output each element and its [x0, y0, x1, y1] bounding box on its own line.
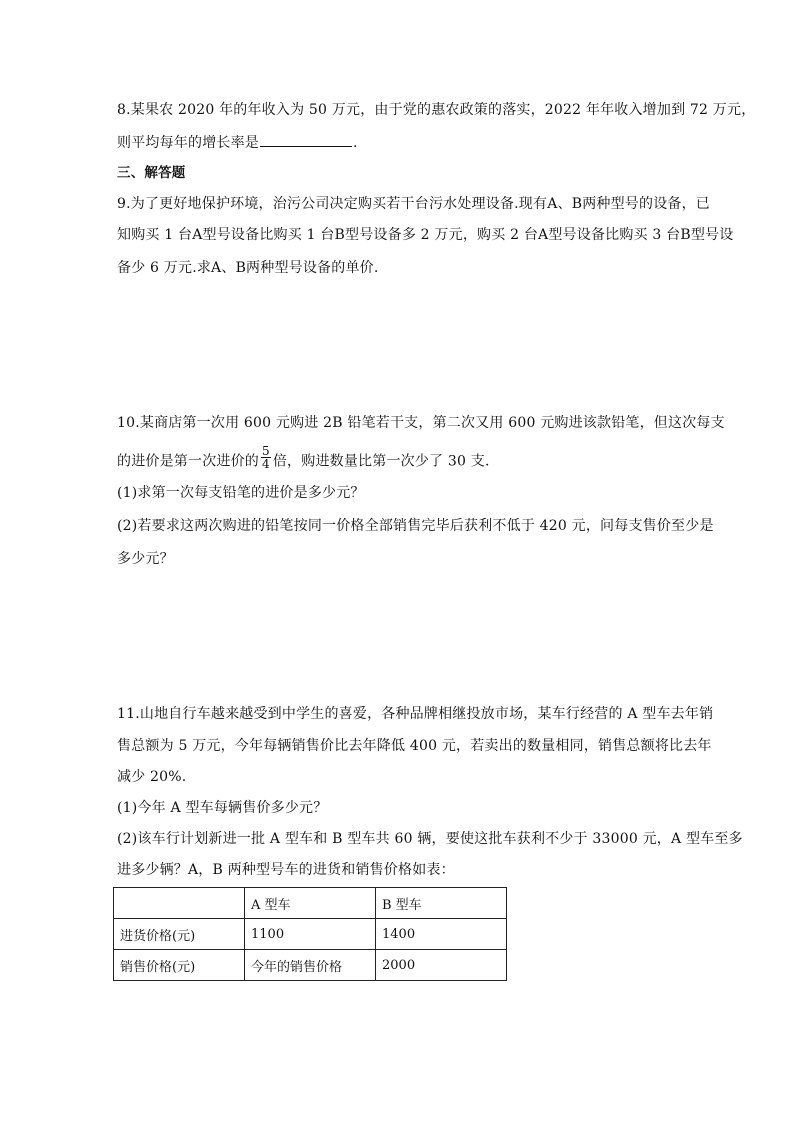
q9-line-3: 备少 6 万元.求A、B两种型号设备的单价.: [117, 260, 379, 276]
q9-line-2: 知购买 1 台A型号设备比购买 1 台B型号设备多 2 万元，购买 2 台A型号设备比购买 3 台B型号设: [117, 227, 734, 243]
table-row: [114, 919, 507, 950]
fraction-numerator: 5: [262, 444, 270, 458]
q11-line-1: 11.山地自行车越来越受到中学生的喜爱，各种品牌相继投放市场，某车行经营的 A 型车去年销: [117, 706, 714, 722]
q10-line-2: [117, 444, 490, 474]
q10-line-2-text: 的进价是第一次进价的: [117, 453, 259, 470]
q10-line-1: 10.某商店第一次用 600 元购进 2B 铅笔若干支，第二次又用 600 元购进该款铅笔，但这次每支: [117, 415, 725, 431]
q8-line-2-end: .: [353, 135, 358, 151]
q8-line-2-text: 则平均每年的增长率是: [117, 135, 259, 151]
table-cell: 今年的销售价格: [245, 950, 376, 981]
table-header-cell: A 型车: [245, 888, 376, 919]
table-cell: 1100: [245, 919, 376, 950]
q11-sub-1: (1)今年 A 型车每辆售价多少元？: [117, 800, 328, 816]
q8-line-2: [117, 132, 358, 153]
table-cell: 2000: [376, 950, 507, 981]
q10-line-2-end: 倍，购进数量比第一次少了 30 支.: [272, 453, 490, 470]
table-header-cell: [114, 888, 245, 919]
table-cell: 1400: [376, 919, 507, 950]
table-row: [114, 950, 507, 981]
q11-sub-2-line-1: (2)该车行计划新进一批 A 型车和 B 型车共 60 辆，要使这批车获利不少于 33000 元，A 型车至多: [117, 831, 743, 847]
q10-sub-1: (1)求第一次每支铅笔的进价是多少元？: [117, 485, 365, 501]
fraction-five-fourths: [261, 445, 271, 470]
table-header-cell: B 型车: [376, 888, 507, 919]
q11-line-2: 售总额为 5 万元，今年每辆销售价比去年降低 400 元，若卖出的数量相同，销售总额将比去年: [117, 738, 712, 754]
q11-sub-2-line-2: 进多少辆？A，B 两种型号车的进货和销售价格如表：: [117, 862, 455, 878]
table-header-row: [114, 888, 507, 919]
q10-sub-2-line-1: (2)若要求这两次购进的铅笔按同一价格全部销售完毕后获利不低于 420 元，问每支售价至少是: [117, 518, 714, 534]
table-cell: 进货价格(元): [114, 919, 245, 950]
price-table: [113, 887, 507, 981]
table-cell: 销售价格(元): [114, 950, 245, 981]
q11-line-3: 减少 20%.: [117, 769, 187, 785]
answer-blank[interactable]: [260, 132, 352, 147]
section-heading: 三、解答题: [117, 165, 186, 181]
q10-sub-2-line-2: 多少元？: [117, 551, 174, 567]
q8-line-1: 8.某果农 2020 年的年收入为 50 万元，由于党的惠农政策的落实，2022 年年收入增加到 72 万元，: [117, 102, 756, 118]
q9-line-1: 9.为了更好地保护环境，治污公司决定购买若干台污水处理设备.现有A、B两种型号的设备，已: [117, 196, 711, 212]
fraction-denominator: 4: [262, 457, 270, 471]
